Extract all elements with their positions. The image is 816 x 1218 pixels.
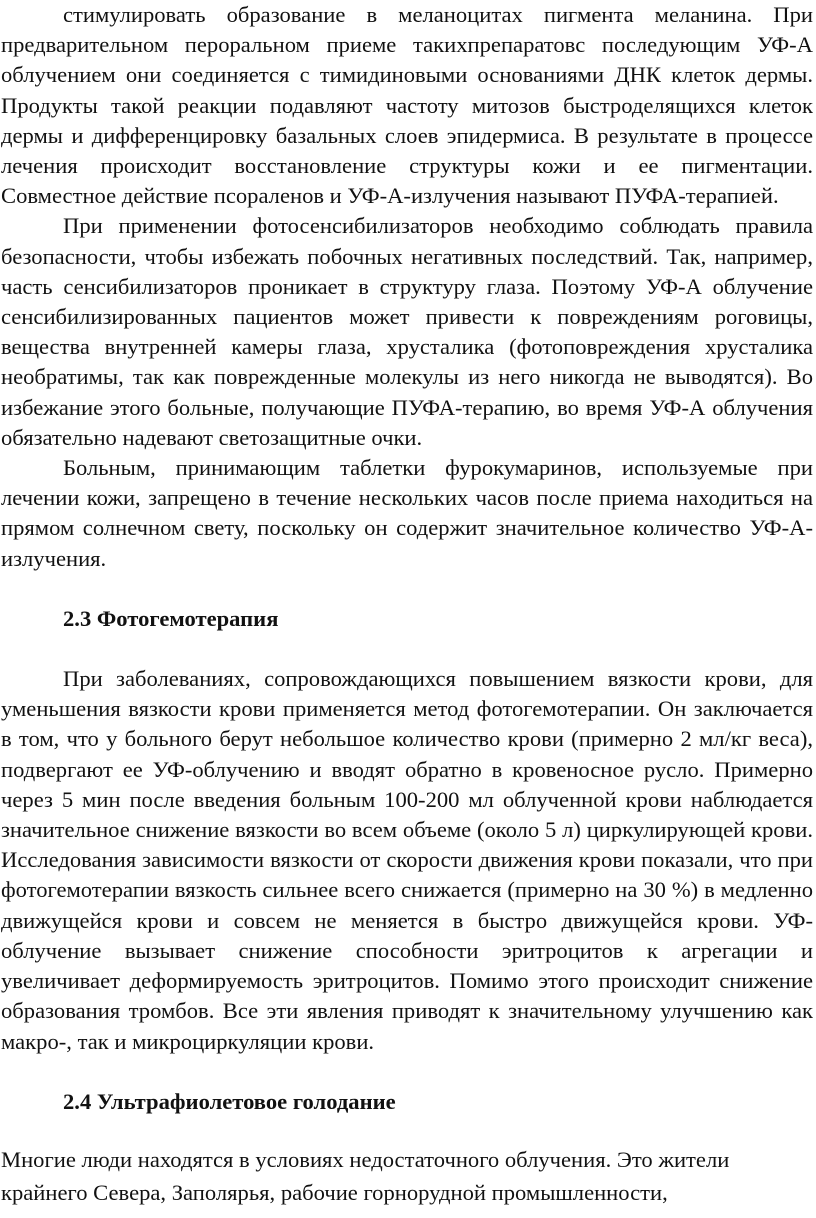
paragraph-safety: При применении фотосенсибилизаторов необходимо соблюдать правила безопасности, чтобы избежать побочных негативных последствий. Так, например, часть сенсибилизаторов проникает в структуру глаза. Поэтому УФ-А облучение сенсибилизированных пациентов может привести к повреждениям роговицы, вещества внутренней камеры глаза, хрусталика (фотоповреждения хрусталика необратимы, так как поврежденные молекулы из него никогда не выводятся). Во избежание этого больные, получающие ПУФА-терапию, во время УФ-А облучения обязательно надевают светозащитные очки. bbox=[1, 213, 813, 450]
paragraph-sun-exposure: Больным, принимающим таблетки фурокумаринов, используемые при лечении кожи, запрещено в течение нескольких часов после приема находиться на прямом солнечном свету, поскольку он содержит значительное количество УФ-А-излучения. bbox=[1, 455, 813, 571]
paragraph-puva-mechanism: стимулировать образование в меланоцитах пигмента меланина. При предварительном пероральном приеме такихпрепаратовс последующим УФ-А облучением они соединяется с тимидиновыми основаниями ДНК клеток дермы. Продукты такой реакции подавляют частоту митозов быстроделящихся клеток дермы и дифференцировку базальных слоев эпидермиса. В результате в процессе лечения происходит восстановление структуры кожи и ее пигментации. Совместное действие псораленов и УФ-А-излучения называют ПУФА-терапией. bbox=[1, 2, 813, 209]
paragraph-uv-starvation: Многие люди находятся в условиях недостаточного облучения. Это жители крайнего Севера, Заполярья, рабочие горнорудной промышленности, bbox=[1, 1146, 730, 1205]
paragraph-photohemotherapy: При заболеваниях, сопровождающихся повышением вязкости крови, для уменьшения вязкости крови применяется метод фотогемотерапии. Он заключается в том, что у больного берут небольшое количество крови (примерно 2 мл/кг веса), подвергают ее УФ-облучению и вводят обратно в кровеносное русло. Примерно через 5 мин после введения больным 100-200 мл облученной крови наблюдается значительное снижение вязкости во всем объеме (около 5 л) циркулирующей крови. Исследования зависимости вязкости от скорости движения крови показали, что при фотогемотерапии вязкость сильнее всего снижается (примерно на 30 %) в медленно движущейся крови и совсем не меняется в быстро движущейся крови. УФ-облучение вызывает снижение способности эритроцитов к агрегации и увеличивает деформируемость эритроцитов. Помимо этого происходит снижение образования тромбов. Все эти явления приводят к значительному улучшению как макро-, так и микроциркуляции крови. bbox=[1, 666, 813, 1054]
section-heading-photohemotherapy: 2.3 Фотогемотерапия bbox=[63, 605, 279, 631]
section-heading-uv-starvation: 2.4 Ультрафиолетовое голодание bbox=[63, 1088, 396, 1114]
